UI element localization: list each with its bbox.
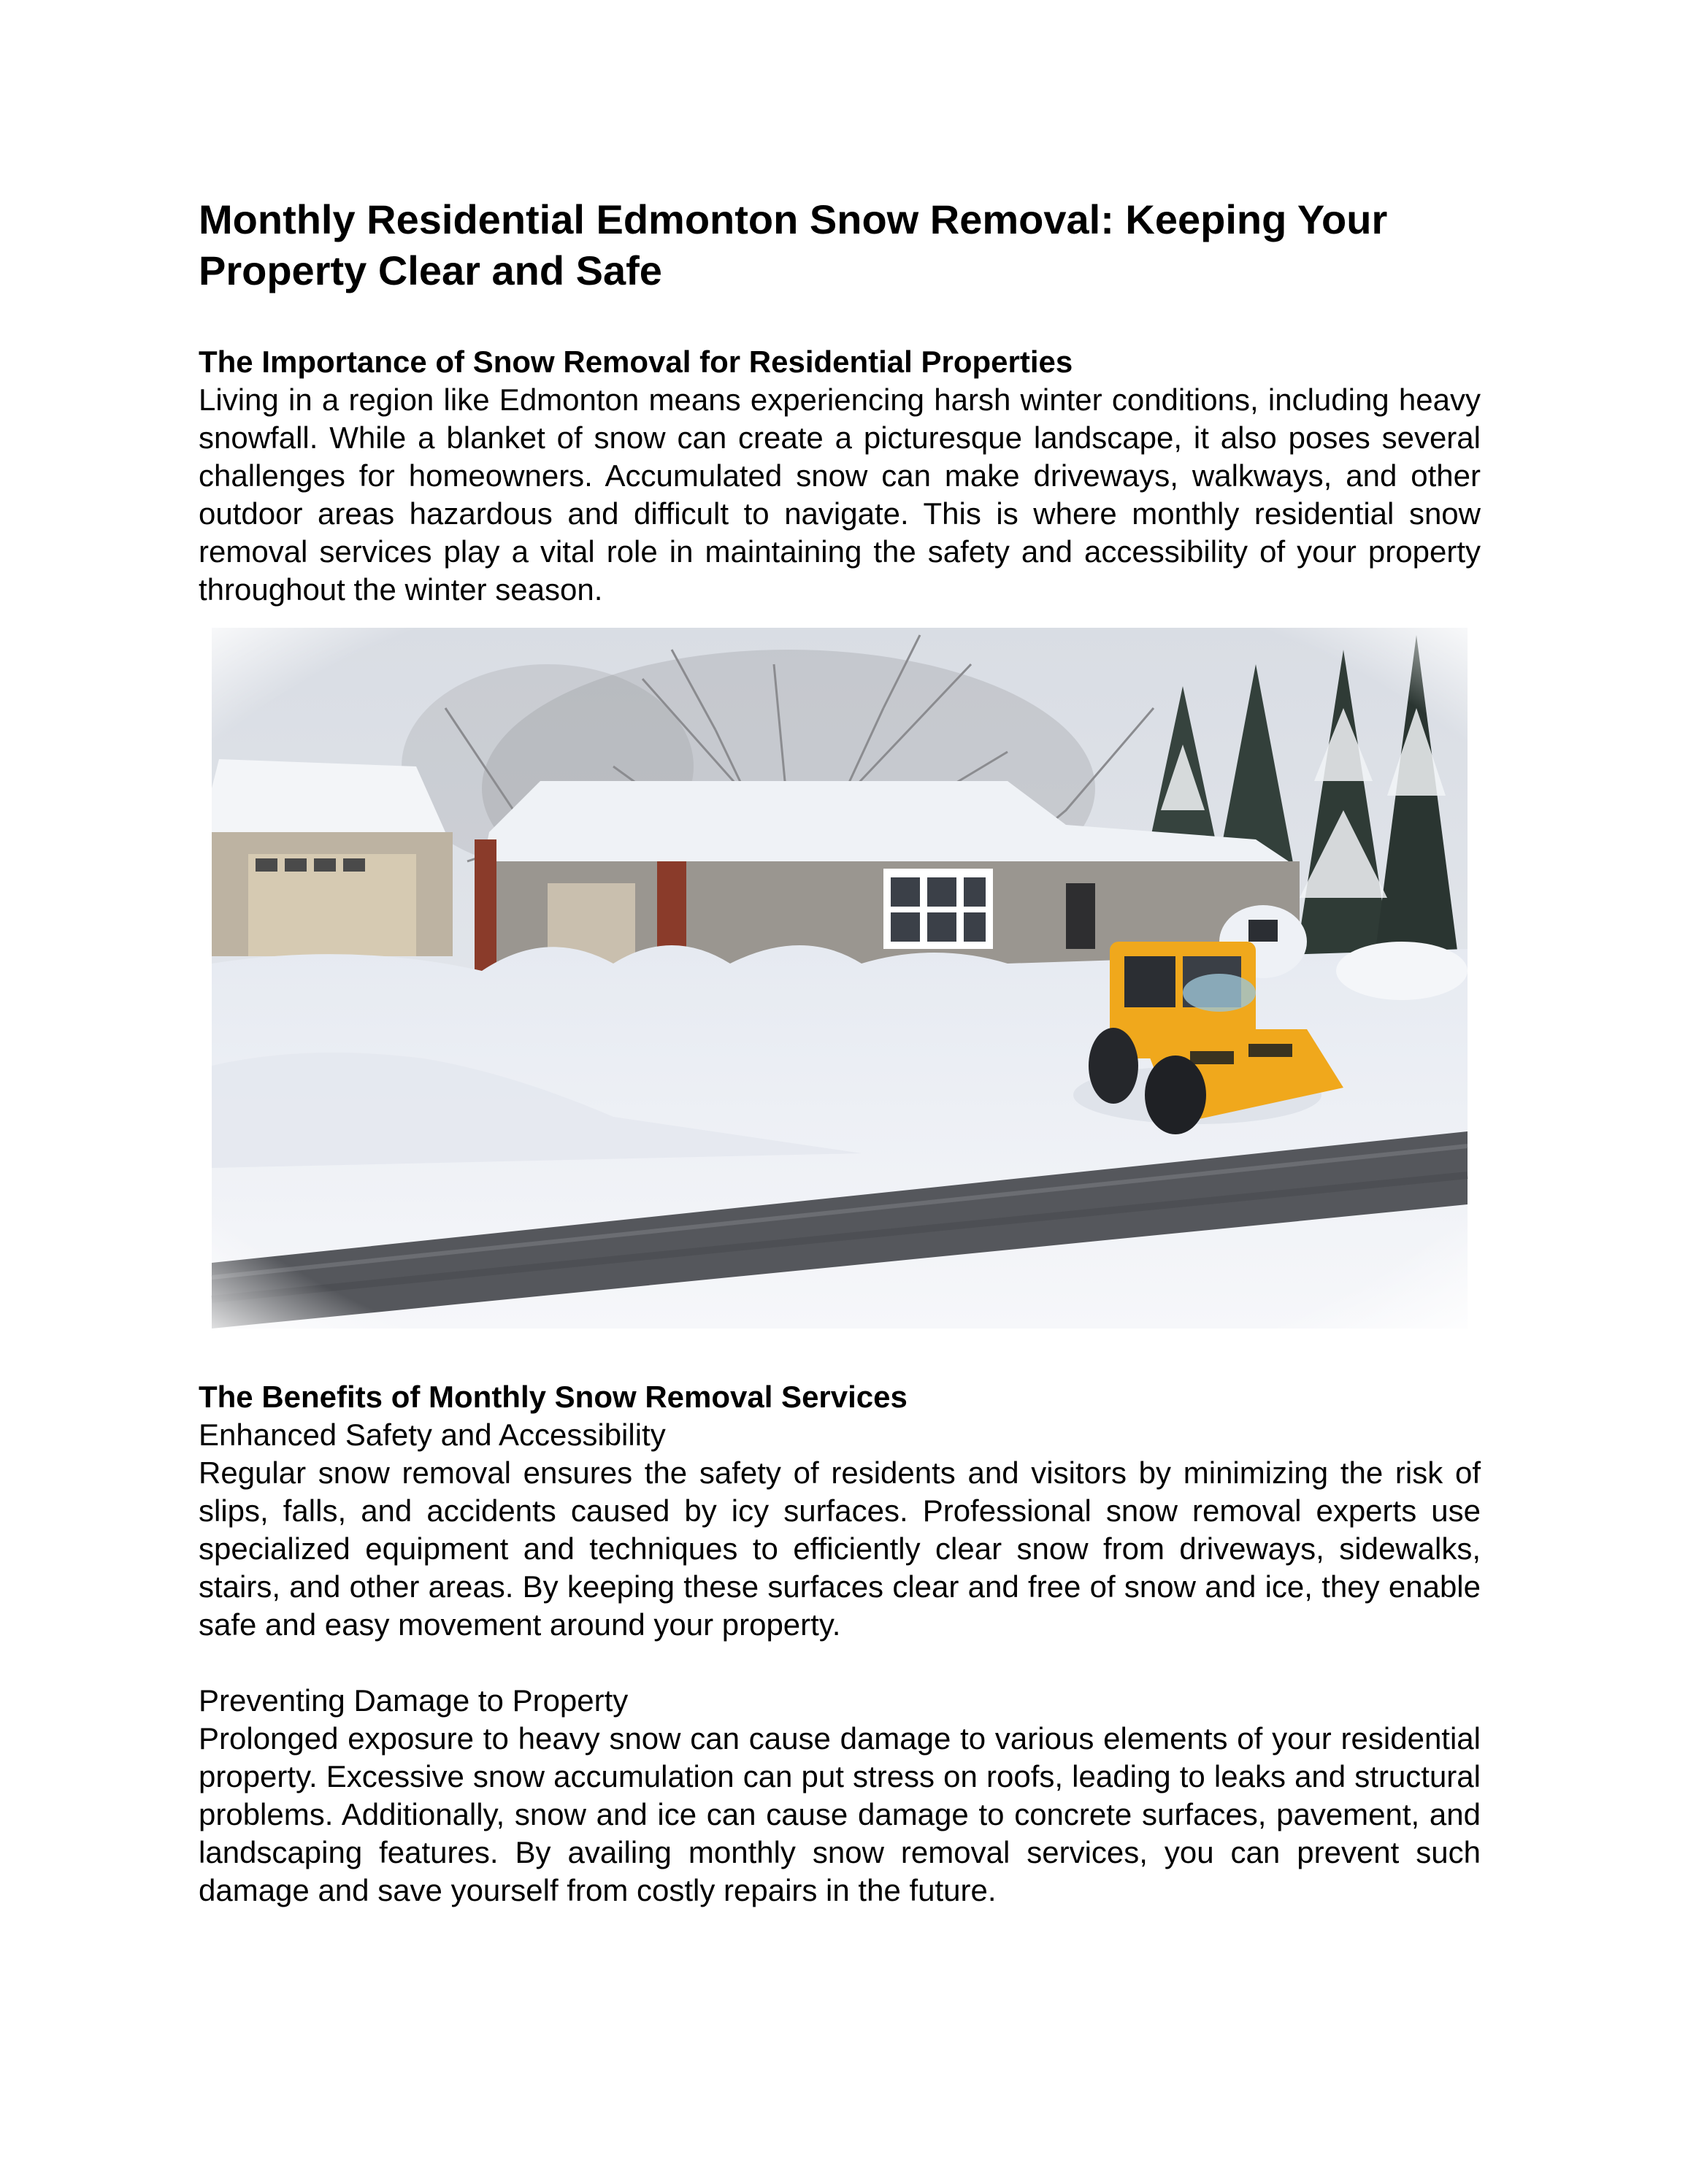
subheading-safety: Enhanced Safety and Accessibility bbox=[199, 1418, 666, 1452]
subheading-damage: Preventing Damage to Property bbox=[199, 1683, 629, 1718]
page-title: Monthly Residential Edmonton Snow Removal: Keeping Your Property Clear and Safe bbox=[199, 196, 1388, 293]
document-page bbox=[199, 194, 1481, 1910]
snow-plow-house-photo bbox=[204, 620, 1475, 1336]
body-damage: Prolonged exposure to heavy snow can cause damage to various elements of your residential property. Excessive snow accumulation can put stress on roofs, leading to leaks and structural problems. Additionally, snow and ice can cause damage to concrete surfaces, pavement, and landscaping features. By availing monthly snow removal services, you can prevent such damage and save yourself from costly repairs in the future. bbox=[199, 1721, 1481, 1907]
section-heading-importance: The Importance of Snow Removal for Residential Properties bbox=[199, 345, 1073, 379]
section-heading-benefits: The Benefits of Monthly Snow Removal Services bbox=[199, 1380, 908, 1414]
body-safety: Regular snow removal ensures the safety of residents and visitors by minimizing the risk of slips, falls, and accidents caused by icy surfaces. Professional snow removal experts use specialized equipment and techniques to efficiently clear snow from driveways, sidewalks, stairs, and other areas. By keeping these surfaces clear and free of snow and ice, they enable safe and easy movement around your property. bbox=[199, 1456, 1481, 1642]
section-body-importance: Living in a region like Edmonton means experiencing harsh winter conditions, including heavy snowfall. While a blanket of snow can create a picturesque landscape, it also poses several challenges for homeowners. Accumulated snow can make driveways, walkways, and other outdoor areas hazardous and difficult to navigate. This is where monthly residential snow removal services play a vital role in maintaining the safety and accessibility of your property throughout the winter season. bbox=[199, 382, 1481, 607]
